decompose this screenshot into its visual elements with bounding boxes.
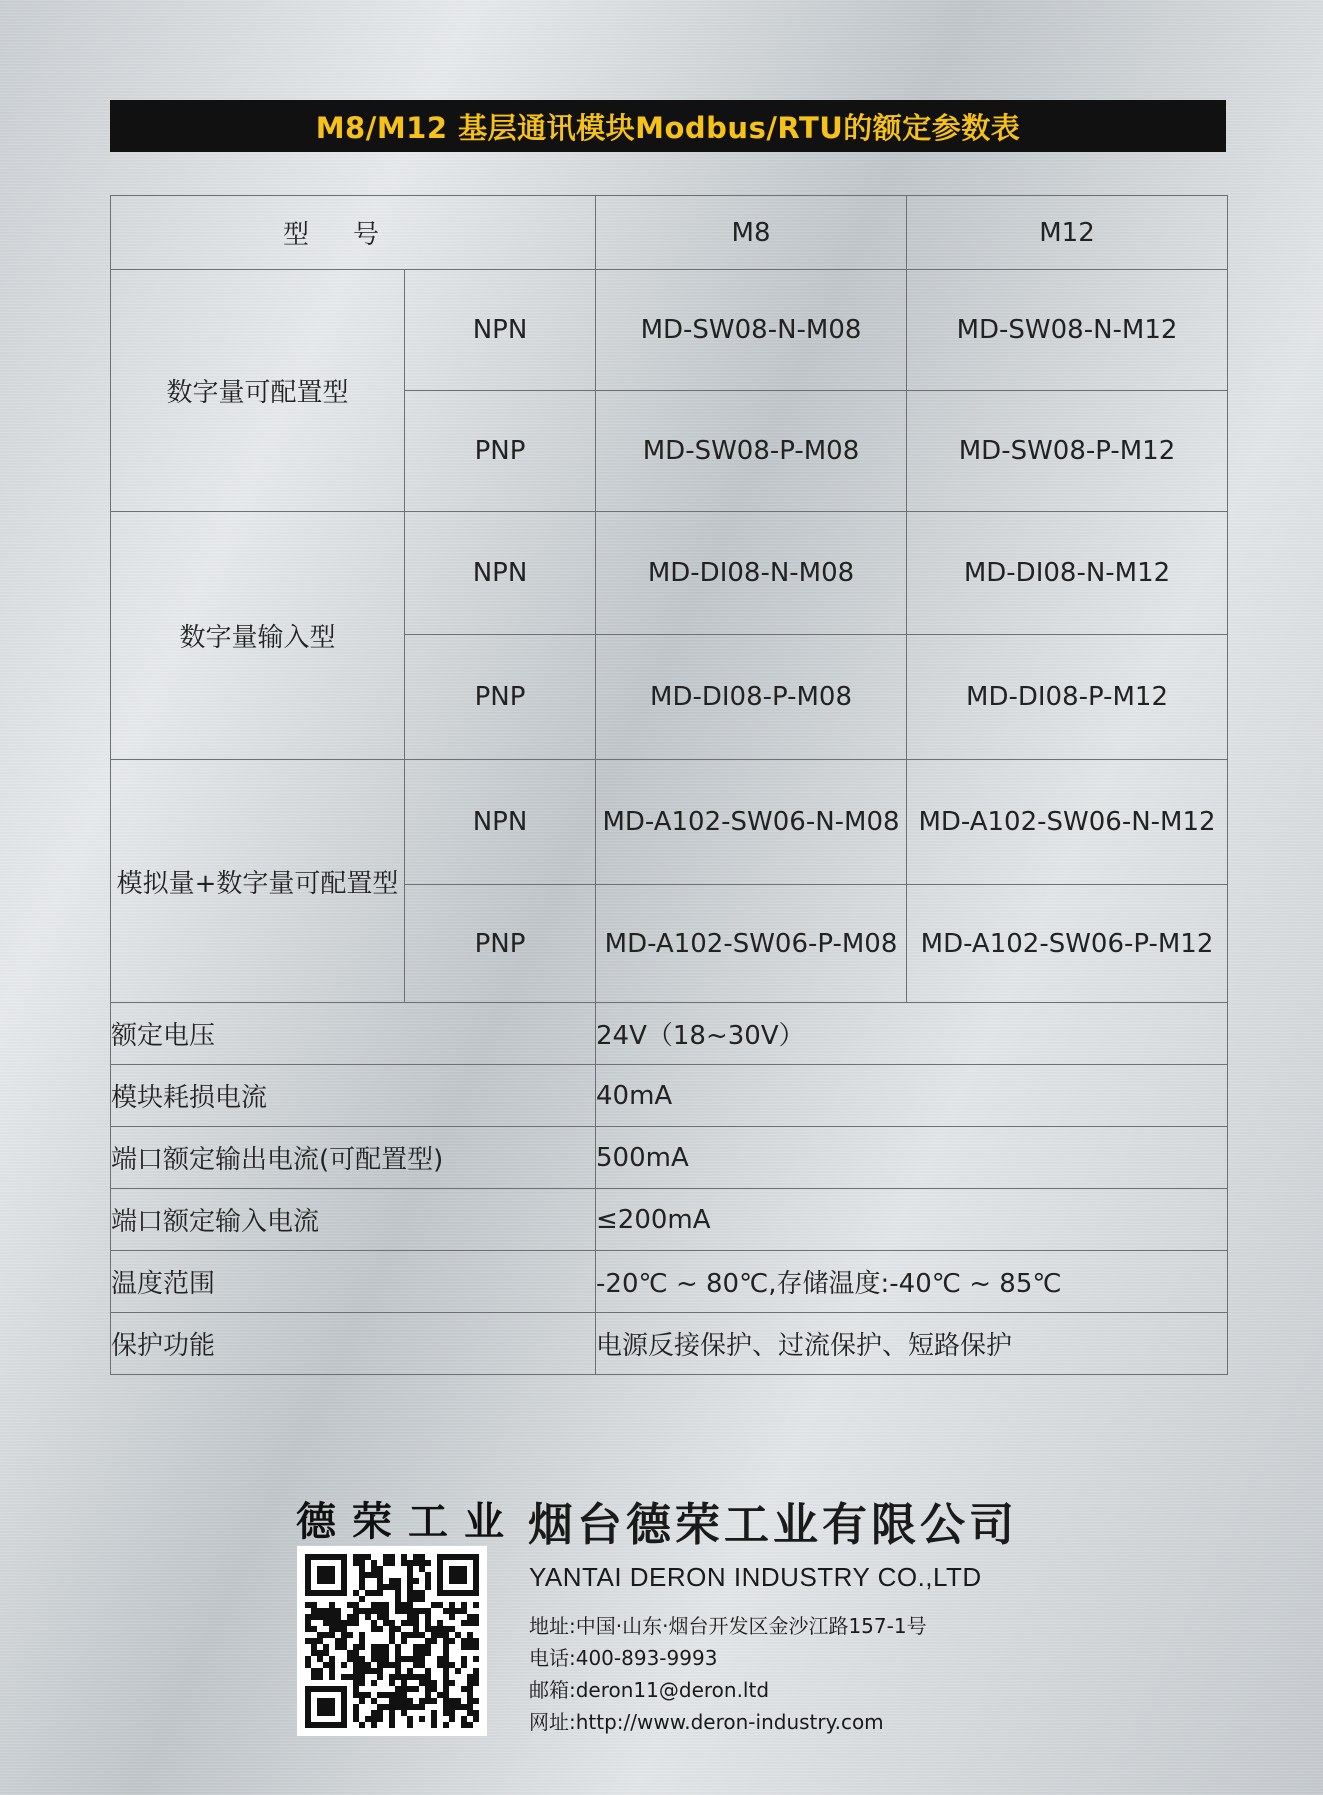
param-row [111,1251,1228,1313]
model-cell: MD-DI08-P-M12 [907,635,1228,760]
group-name: 数字量输入型 [111,512,405,760]
model-cell: MD-SW08-P-M12 [907,391,1228,512]
email[interactable]: 邮箱:deron11@deron.ltd [529,1678,770,1702]
param-row [111,1003,1228,1065]
model-cell: MD-A102-SW06-P-M08 [596,885,907,1003]
qr-code-icon[interactable] [297,1546,487,1736]
param-value: 电源反接保护、过流保护、短路保护 [596,1313,1228,1375]
type-cell: NPN [405,270,596,391]
param-row [111,1313,1228,1375]
param-value: 500mA [596,1127,1228,1189]
param-label: 保护功能 [111,1313,596,1375]
header-m12: M12 [907,196,1228,270]
header-model: 型号 [111,196,596,270]
footer [0,1490,1323,1790]
param-value: ≤200mA [596,1189,1228,1251]
model-cell: MD-SW08-P-M08 [596,391,907,512]
table-header-row [111,196,1228,270]
param-value: 40mA [596,1065,1228,1127]
model-cell: MD-A102-SW06-N-M08 [596,760,907,885]
param-label: 模块耗损电流 [111,1065,596,1127]
model-cell: MD-A102-SW06-P-M12 [907,885,1228,1003]
model-cell: MD-SW08-N-M12 [907,270,1228,391]
group-name: 模拟量+数字量可配置型 [111,760,405,1003]
type-cell: NPN [405,760,596,885]
param-label: 端口额定输入电流 [111,1189,596,1251]
param-label: 端口额定输出电流(可配置型) [111,1127,596,1189]
type-cell: PNP [405,391,596,512]
brand-name: 德荣工业 [296,1499,520,1545]
type-cell: PNP [405,885,596,1003]
param-value: -20℃ ~ 80℃,存储温度:-40℃ ~ 85℃ [596,1251,1228,1313]
param-value: 24V（18~30V） [596,1003,1228,1065]
table-row [111,270,1228,391]
param-row [111,1189,1228,1251]
spec-table [110,195,1228,1375]
model-cell: MD-DI08-P-M08 [596,635,907,760]
company-name-cn: 烟台德荣工业有限公司 [528,1498,1019,1551]
model-cell: MD-SW08-N-M08 [596,270,907,391]
param-row [111,1127,1228,1189]
type-cell: PNP [405,635,596,760]
model-cell: MD-A102-SW06-N-M12 [907,760,1228,885]
company-name-en: YANTAI DERON INDUSTRY CO.,LTD [529,1562,982,1592]
contact-info [529,1610,927,1738]
phone: 电话:400-893-9993 [529,1646,718,1670]
group-name: 数字量可配置型 [111,270,405,512]
type-cell: NPN [405,512,596,635]
param-label: 额定电压 [111,1003,596,1065]
param-row [111,1065,1228,1127]
title-bar [110,100,1226,152]
website-link[interactable]: 网址:http://www.deron-industry.com [529,1710,884,1734]
param-label: 温度范围 [111,1251,596,1313]
header-m8: M8 [596,196,907,270]
page-title: M8/M12 基层通讯模块Modbus/RTU的额定参数表 [315,110,1021,145]
table-row [111,760,1228,885]
model-cell: MD-DI08-N-M08 [596,512,907,635]
table-row [111,512,1228,635]
address: 地址:中国·山东·烟台开发区金沙江路157-1号 [529,1614,927,1638]
model-cell: MD-DI08-N-M12 [907,512,1228,635]
